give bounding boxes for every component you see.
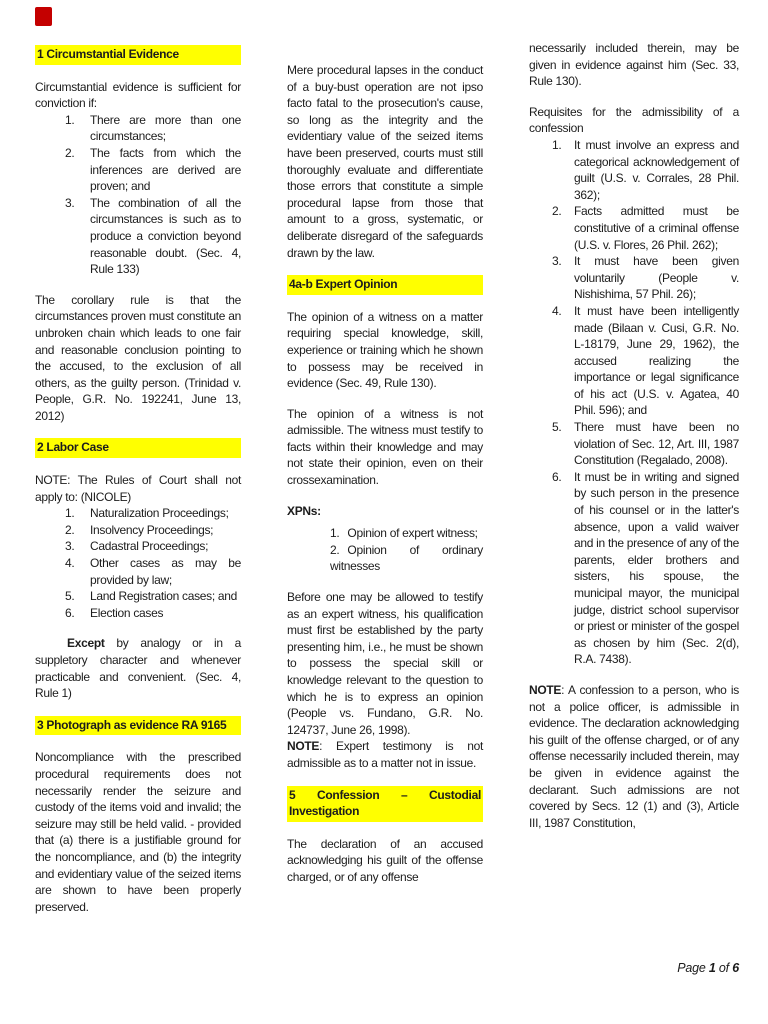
list-number: 1. [65,112,75,127]
list-item [35,505,241,522]
list-text: It must have been intelligently made (Bilaan v. Cusi, G.R. No. L-18179, June 29, 1962), the accused realizing the importance or legal significance of his act (U.S. v. Agatea, 40 Phil. 596); and [574,303,739,418]
list-item [529,253,739,303]
bold-xpns: XPNs: [287,503,321,518]
paragraph-circumstantial-intro: Circumstantial evidence is sufficient for conviction if: [35,79,241,111]
column-middle [287,40,483,929]
list-item [529,419,739,469]
paragraph-opinion-witness: The opinion of a witness on a matter requiring special knowledge, skill, experience or training which he shown to possess may be received in evidence (Sec. 49, Rule 130). [287,309,483,391]
paragraph-text: by analogy or in a suppletory character and whenever practicable and convenient. (Sec. 4, Rule 1) [35,636,241,701]
heading-photograph-evidence: 3 Photograph as evidence RA 9165 [35,716,241,736]
footer-of-word: of [718,961,729,975]
list-item [529,469,739,668]
list-item [35,605,241,622]
heading-labor-case: 2 Labor Case [35,438,241,458]
bold-note: NOTE [287,739,320,754]
list-text: It must have been given voluntarily (People v. Nishishima, 57 Phil. 26); [574,254,739,302]
list-text: It must be in writing and signed by such person in the presence of his counsel or in the latter's absence, upon a valid waiver and in the presence of any of the parents, elder brothers and sisters, his spouse, the municipal mayor, the municipal judge, district school supervisor or priest or minister of the gospel as chosen by him (Sec. 2(d), R.A. 7438). [574,469,739,667]
paragraph-note-confession-person [529,682,739,831]
list-number: 5. [552,420,562,435]
paragraph-except-suppletory [35,635,241,701]
paragraph-corollary-rule: The corollary rule is that the circumstances proven must constitute an unbroken chain which leads to one fair and reasonable conclusion pointing to the accused, to the exclusion of all others, as the guilty person. (Trinidad v. People, G.R. No. 192241, June 13, 2012) [35,292,241,423]
list-number: 6. [552,469,562,484]
column-right [529,40,739,929]
list-item [35,112,241,145]
list-text: Naturalization Proceedings; [90,506,229,521]
list-text: It must involve an express and categorical acknowledgement of guilt (U.S. v. Corrales, 28 Phil. 362); [574,137,739,202]
list-text: There are more than one circumstances; [90,112,241,144]
list-number: 3. [65,195,75,210]
bold-note: NOTE [529,682,562,697]
heading-confession-custodial: 5 Confession – Custodial Investigation [287,786,483,822]
list-item [529,203,739,253]
list-item [35,145,241,195]
heading-circumstantial-evidence: 1 Circumstantial Evidence [35,45,241,65]
paragraph-text: : Expert testimony is not admissible as to a matter not in issue. [287,739,483,770]
list-number: 6. [65,605,75,620]
list-text: Insolvency Proceedings; [90,522,214,537]
paragraph-note-expert-testimony [287,738,483,771]
list-item [529,137,739,203]
xpns-list [287,525,483,575]
list-number: 1. [552,137,562,152]
list-item [529,303,739,419]
list-text: Facts admitted must be constitutive of a criminal offense (U.S. v. Flores, 26 Phil. 262); [574,204,739,252]
paragraph-expert-qualification: Before one may be allowed to testify as an expert witness, his qualification must first be established by the party presenting him, i.e., he must be shown to possess the special skill or knowledge relevant to the question to which he is to express an opinion (People vs. Fundano, G.R. No. 124737, June 26, 1998). [287,590,483,737]
confession-requisites-list [529,137,739,668]
column-left [35,40,241,929]
paragraph-rules-not-apply: NOTE: The Rules of Court shall not apply to: (NICOLE) [35,473,241,504]
list-number: 4. [65,556,75,571]
page-columns [35,40,739,929]
heading-expert-opinion: 4a-b Expert Opinion [287,275,483,295]
list-number: 5. [65,589,75,604]
circumstantial-requisites-list [35,112,241,278]
list-item [35,555,241,588]
footer-page-word: Page [677,961,706,975]
list-number: 2. [552,204,562,219]
list-text: Other cases as may be provided by law; [90,556,241,587]
list-item [35,538,241,555]
list-number: 4. [552,303,562,318]
nicole-list [35,505,241,621]
list-text: Opinion of ordinary witnesses [330,542,483,574]
list-number: 2. [65,145,75,160]
list-number: 2. [65,522,75,537]
red-marker [35,7,52,26]
list-number: 3. [65,539,75,554]
paragraph-procedural-lapses: Mere procedural lapses in the conduct of a buy-bust operation are not ipso facto fatal to the prosecution's cause, so long as the integrity and the evidentiary value of the seized items have been preserved, courts must still thoroughly evaluate and differentiate those errors that constitute a simple procedural lapse from those that amount to a gross, systematic, or deliberate disregard of the safeguards drawn by the law. [287,63,483,260]
list-number: 1. [330,526,340,541]
paragraph-necessarily-included: necessarily included therein, may be given in evidence against him (Sec. 33, Rule 130). [529,41,739,89]
paragraph-requisites-confession: Requisites for the admissibility of a confession [529,104,739,136]
list-text: There must have been no violation of Sec. 12, Art. III, 1987 Constitution (Regalado, 2008). [574,420,739,468]
list-number: 3. [552,254,562,269]
page-footer [677,960,739,977]
list-item [287,542,483,575]
list-item [287,525,483,542]
paragraph-noncompliance: Noncompliance with the prescribed procedural requirements does not necessarily render the seizure and custody of the items void and invalid; the seizure may still be held valid. - provided that (a) there is a justifiable ground for the noncompliance, and (b) the integrity and evidentiary value of the seized items are shown to have been properly preserved. [35,750,241,914]
list-text: Land Registration cases; and [90,589,238,604]
list-number: 1. [65,506,75,521]
list-item [35,588,241,605]
footer-page-number: 1 [708,961,716,975]
list-number: 2. [330,542,340,557]
paragraph-declaration-accused: The declaration of an accused acknowledging his guilt of the offense charged, or of any offense [287,836,483,884]
footer-total-pages: 6 [732,961,739,975]
list-text: Cadastral Proceedings; [90,539,209,554]
list-text: The facts from which the inferences are derived are proven; and [90,145,241,194]
bold-except: Except [67,636,105,651]
list-item [35,195,241,278]
list-text: Election cases [90,605,164,620]
list-text: The combination of all the circumstances is such as to produce a conviction beyond reasonable doubt. (Sec. 4, Rule 133) [90,195,241,277]
list-item [35,522,241,539]
paragraph-text: : A confession to a person, who is not a police officer, is admissible in evidence. The declaration acknowledging his guilt of the offense charged, or of any offense necessarily included therein, may be given in evidence against the declarant. Such admissions are not covered by Secs. 12 (1) and (3), Article III, 1987 Constitution, [529,682,739,830]
paragraph-opinion-not-admissible: The opinion of a witness is not admissible. The witness must testify to facts within their knowledge and may not state their opinion, even on their crossexamination. [287,406,483,488]
xpns-label [287,503,483,520]
list-text: Opinion of expert witness; [347,526,478,541]
